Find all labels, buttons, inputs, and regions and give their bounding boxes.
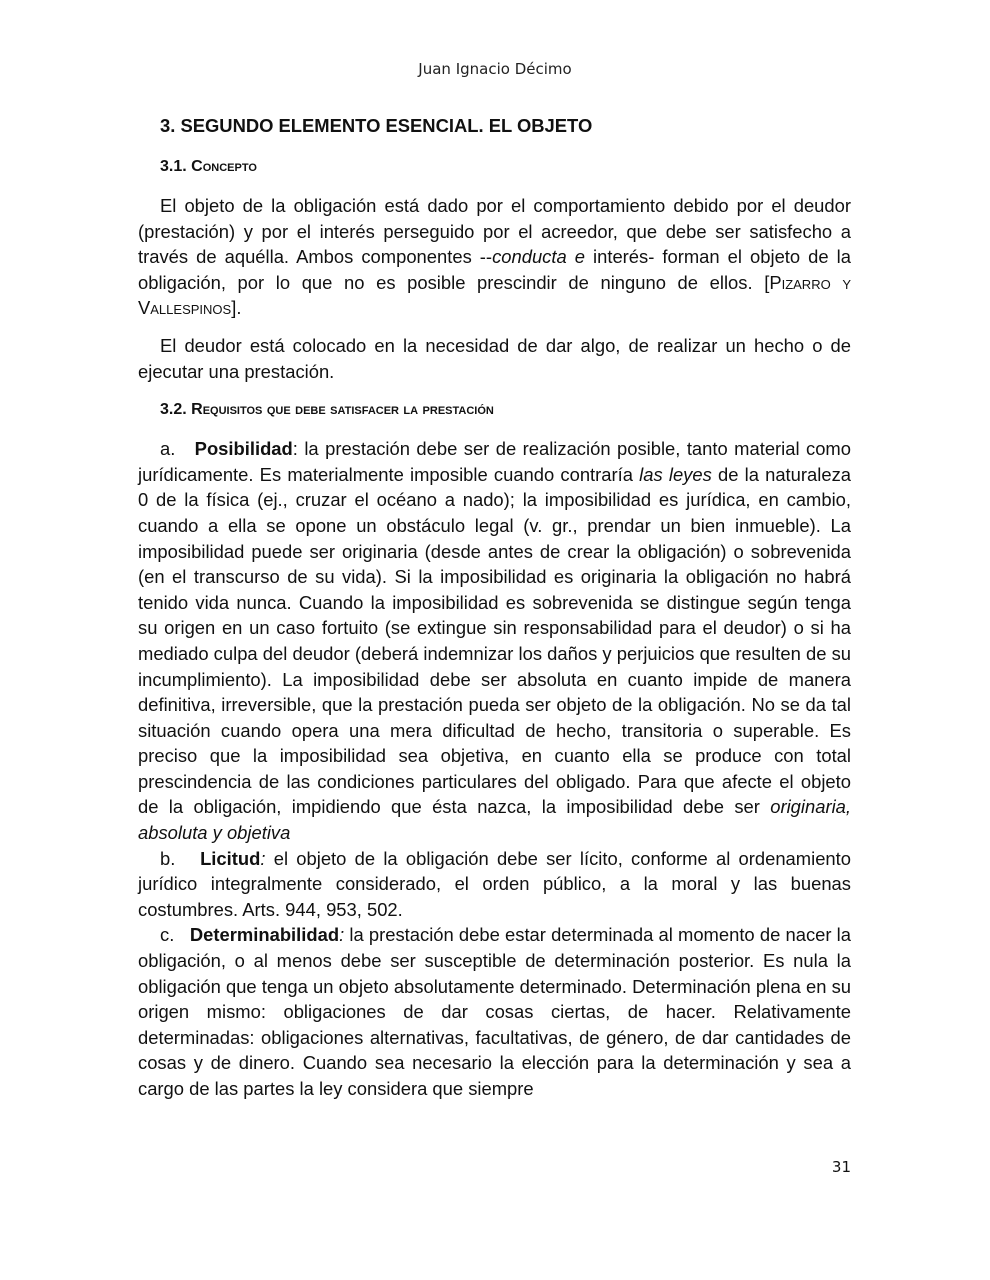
subsection-heading-requisitos bbox=[160, 396, 851, 424]
subsection-number: 3.2. bbox=[160, 401, 187, 419]
text: : bbox=[339, 924, 345, 946]
term: Licitud bbox=[200, 847, 261, 869]
paragraph-deudor: El deudor está colocado en la necesidad de dar algo, de realizar un hecho o de ejecutar una prestación. bbox=[138, 334, 851, 382]
subsection-title: Requisitos que debe satisfacer la prestación bbox=[191, 401, 494, 419]
text: la prestación debe ser de realización posible, tanto material como jurídicamente. Es materialmente imposible cuando contraría bbox=[138, 438, 851, 485]
italic-text: las leyes bbox=[639, 463, 712, 485]
list-item-licitud bbox=[138, 846, 851, 923]
italic-text: originaria, absoluta y objetiva bbox=[138, 796, 851, 844]
text: el objeto de la obligación debe ser lícito, conforme al ordenamiento jurídico integralmente considerado, el orden público, a la moral y las buenas costumbres. Arts. 944, 953, 502. bbox=[138, 847, 851, 920]
subsection-title: Concepto bbox=[191, 158, 257, 175]
paragraph-objeto bbox=[138, 193, 851, 321]
text: de la naturaleza 0 de la física (ej., cruzar el océano a nado); la imposibilidad es jurídica, en cambio, cuando a ella se opone un obstáculo legal (v. gr., prendar un bien inmueble). La imposibilidad puede ser originaria (desde antes de crear la obligación) o sobrevenida (en el transcurso de su vida). Si la imposibilidad es originaria la obligación no habrá tenido vida nunca. Cuando la imposibilidad es sobrevenida se distingue según tenga su origen en un caso fortuito (se extingue sin responsabilidad para el deudor) o si ha mediado culpa del deudor (deberá indemnizar los daños y perjuicios que resulten de su incumplimiento). La imposibilidad debe ser absoluta en cuanto impide de manera definitiva, irreversible, que la prestación pueda ser objeto de la obligación. No se da tal situación cuando opera una mera dificultad de hecho, transitoria o superable. Es preciso que la imposibilidad sea objetiva, en cuanto ella se produce con total prescindencia de las condiciones particulares del obligado. Para que afecte el objeto de la obligación, impidiendo que ésta nazca, la imposibilidad debe ser bbox=[138, 463, 851, 818]
page-body bbox=[138, 112, 851, 1102]
term: Determinabilidad bbox=[189, 924, 340, 946]
text: El objeto de la obligación está dado por el comportamiento debido por el deudor (prestación) y por el interés perseguido por el acreedor, que debe ser satisfecho a través de aquélla. Ambos componentes -- bbox=[138, 195, 851, 268]
subsection-heading-concepto bbox=[160, 153, 851, 181]
text: : bbox=[292, 438, 298, 460]
list-item-posibilidad bbox=[138, 436, 851, 846]
section-heading: 3. SEGUNDO ELEMENTO ESENCIAL. EL OBJETO bbox=[160, 115, 593, 136]
text: la prestación debe estar determinada al momento de nacer la obligación, o al menos debe ser susceptible de determinación posterior. Es nula la obligación que tenga un objeto absolutamente determinado. Determinación plena en su origen mismo: obligaciones de dar cosas ciertas, de hacer. Relativamente determinadas: obligaciones alternativas, facultativas, de género, de dar cantidades de cosas y de dinero. Cuando sea necesario la elección para la determinación y sea a cargo de las partes la ley considera que siempre bbox=[138, 924, 851, 1099]
list-marker: a. bbox=[160, 438, 176, 460]
citation: Pizarro y Vallespinos bbox=[138, 271, 851, 319]
text: interés- forman el objeto de la obligación, por lo que no es posible prescindir de ninguno de ellos. [ bbox=[138, 246, 851, 293]
list-marker: b. bbox=[160, 847, 176, 869]
term: Posibilidad bbox=[194, 438, 293, 460]
subsection-number: 3.1. bbox=[160, 158, 187, 175]
running-header: Juan Ignacio Décimo bbox=[418, 60, 572, 78]
italic-text: conducta e bbox=[492, 246, 585, 268]
text: : bbox=[260, 847, 266, 869]
page-number: 31 bbox=[831, 1158, 851, 1176]
list-item-determinabilidad bbox=[138, 922, 851, 1101]
list-marker: c. bbox=[160, 924, 175, 946]
text: ]. bbox=[231, 297, 242, 319]
